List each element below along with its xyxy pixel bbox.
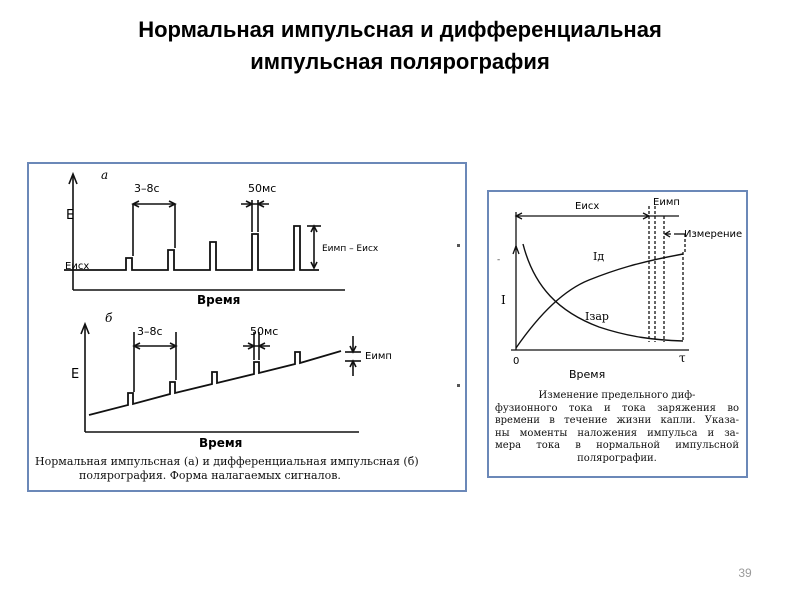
svg-text:-: -	[497, 255, 501, 265]
panel-b-label: б	[105, 311, 113, 325]
right-measurement-label: Измерение	[684, 229, 743, 240]
right-e-pulse-label: Eимп	[653, 197, 680, 208]
panel-b-pulse-ramp	[89, 351, 341, 415]
current-time-diagram	[489, 192, 746, 388]
title-line-2: импульсная полярография	[250, 49, 550, 74]
panel-b-x-axis-label: Время	[199, 436, 243, 450]
figure-right-caption-line-4: ны моменты наложения импульса и за-	[495, 427, 739, 439]
pulse-waveform-figure	[27, 162, 467, 492]
right-origin-label: 0	[513, 356, 520, 367]
figure-left-caption-line-1: Нормальная импульсная (а) и дифференциальная импульсная (б)	[35, 455, 419, 468]
panel-b-e-pulse-label: Eимп	[365, 351, 392, 362]
panel-a-label: а	[101, 168, 109, 182]
slide-title	[0, 14, 800, 78]
panel-b-period-label: 3–8с	[137, 325, 163, 338]
pulse-waveform-diagram	[29, 164, 465, 490]
figure-right-caption	[495, 390, 739, 466]
panel-a-period-label: 3–8с	[134, 182, 160, 195]
figure-right-caption-line-3: времени в течение жизни капли. Указа-	[495, 415, 739, 427]
right-curve-charge-label: Iзар	[585, 310, 609, 323]
panel-a-y-axis-label: E	[66, 208, 75, 223]
title-line-1: Нормальная импульсная и дифференциальная	[138, 17, 662, 42]
figure-left-caption-line-2: полярография. Форма налагаемых сигналов.	[79, 469, 341, 482]
panel-a-e-diff-label: Eимп – Eисх	[322, 244, 379, 254]
panel-b-y-axis-label: E	[71, 367, 80, 382]
right-x-axis-label: Время	[569, 368, 606, 381]
panel-a-pulse-train	[64, 226, 319, 270]
figure-right-caption-line-2: фузионного тока и тока заряжения во	[495, 402, 739, 414]
current-time-figure	[487, 190, 748, 478]
right-tau-label: τ	[679, 351, 686, 365]
figure-right-caption-line-5: мера тока в нормальной импульсной	[495, 440, 739, 452]
right-e-initial-label: Eисх	[575, 201, 600, 212]
panel-a-pulse-width-label: 50мс	[248, 182, 277, 195]
page-number: 39	[738, 566, 752, 580]
figure-right-caption-line-1: Изменение предельного диф-	[538, 390, 696, 401]
right-curve-id-label: Iд	[593, 250, 605, 263]
panel-a-x-axis-label: Время	[197, 293, 241, 307]
figure-right-caption-line-6: полярографии.	[577, 452, 657, 464]
right-y-axis-label: I	[501, 293, 506, 307]
figure-left-caption	[35, 455, 460, 483]
panel-b-pulse-width-label: 50мс	[250, 325, 279, 338]
panel-a-e-initial-label: Eисх	[65, 261, 90, 272]
